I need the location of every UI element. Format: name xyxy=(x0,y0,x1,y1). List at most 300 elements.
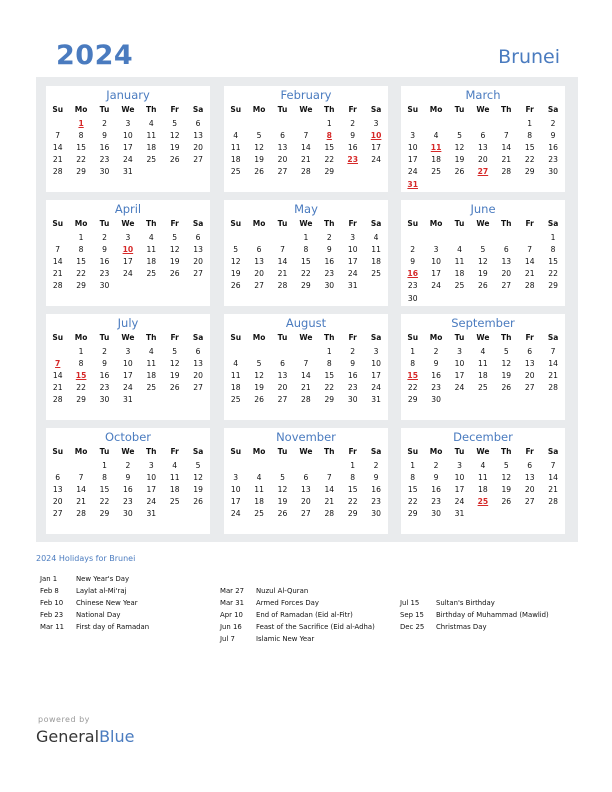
day-cell[interactable]: 2 xyxy=(373,461,379,470)
day-cell[interactable]: 8 xyxy=(410,473,416,483)
day-cell[interactable]: 18 xyxy=(478,371,488,381)
day-cell[interactable]: 10 xyxy=(123,131,133,141)
day-cell[interactable]: 14 xyxy=(52,143,63,153)
day-cell[interactable]: 14 xyxy=(548,473,558,483)
day-cell[interactable]: 8 xyxy=(78,359,84,369)
day-cell[interactable]: 6 xyxy=(527,347,533,356)
day-cell[interactable]: 8 xyxy=(303,245,309,255)
day-cell[interactable]: 4 xyxy=(233,359,239,369)
day-cell[interactable]: 6 xyxy=(527,461,533,470)
day-cell[interactable]: 1 xyxy=(326,119,332,128)
day-cell[interactable]: 9 xyxy=(433,473,439,483)
holiday-date[interactable]: 11 xyxy=(430,143,442,153)
day-cell[interactable]: 25 xyxy=(431,167,441,177)
day-cell[interactable]: 24 xyxy=(431,281,441,291)
day-cell[interactable]: 8 xyxy=(350,473,356,483)
day-cell[interactable]: 24 xyxy=(123,155,133,165)
day-cell[interactable]: 21 xyxy=(277,269,288,279)
day-cell[interactable]: 6 xyxy=(55,473,61,483)
day-cell[interactable]: 9 xyxy=(550,131,556,141)
day-cell[interactable]: 2 xyxy=(125,461,131,470)
day-cell[interactable]: 19 xyxy=(169,257,180,267)
day-cell[interactable]: 2 xyxy=(410,245,416,255)
day-cell[interactable]: 30 xyxy=(324,281,335,291)
day-cell[interactable]: 26 xyxy=(169,269,180,279)
day-cell[interactable]: 17 xyxy=(230,497,241,507)
day-cell[interactable]: 9 xyxy=(102,245,107,255)
day-cell[interactable]: 14 xyxy=(524,257,535,267)
day-cell[interactable]: 25 xyxy=(146,269,157,279)
day-cell[interactable]: 7 xyxy=(55,245,61,255)
day-cell[interactable]: 25 xyxy=(169,497,180,507)
day-cell[interactable]: 30 xyxy=(431,395,441,405)
day-cell[interactable]: 17 xyxy=(347,257,358,267)
day-cell[interactable]: 13 xyxy=(193,359,203,369)
day-cell[interactable]: 7 xyxy=(280,245,285,255)
day-cell[interactable]: 29 xyxy=(524,167,535,177)
day-cell[interactable]: 31 xyxy=(123,395,133,405)
day-cell[interactable]: 11 xyxy=(146,131,157,141)
day-cell[interactable]: 12 xyxy=(454,143,465,153)
day-cell[interactable]: 4 xyxy=(148,119,154,128)
day-cell[interactable]: 24 xyxy=(371,383,381,393)
day-cell[interactable]: 24 xyxy=(371,155,381,165)
day-cell[interactable]: 22 xyxy=(407,497,418,507)
day-cell[interactable]: 28 xyxy=(501,167,512,177)
day-cell[interactable]: 27 xyxy=(524,383,535,393)
day-cell[interactable]: 5 xyxy=(280,473,285,483)
day-cell[interactable]: 10 xyxy=(230,485,241,495)
day-cell[interactable]: 15 xyxy=(524,143,535,153)
day-cell[interactable]: 21 xyxy=(52,383,63,393)
holiday-date[interactable]: 23 xyxy=(347,155,358,165)
day-cell[interactable]: 13 xyxy=(478,143,488,153)
day-cell[interactable]: 23 xyxy=(371,497,381,507)
day-cell[interactable]: 29 xyxy=(76,167,86,177)
day-cell[interactable]: 23 xyxy=(407,281,418,291)
day-cell[interactable]: 13 xyxy=(254,257,264,267)
day-cell[interactable]: 14 xyxy=(548,359,558,369)
day-cell[interactable]: 23 xyxy=(324,269,335,279)
day-cell[interactable]: 26 xyxy=(254,167,264,177)
day-cell[interactable]: 4 xyxy=(433,131,439,141)
day-cell[interactable]: 14 xyxy=(501,143,512,153)
day-cell[interactable]: 7 xyxy=(550,347,556,356)
day-cell[interactable]: 24 xyxy=(347,269,358,279)
day-cell[interactable]: 7 xyxy=(550,461,556,470)
day-cell[interactable]: 3 xyxy=(457,461,462,470)
day-cell[interactable]: 18 xyxy=(230,383,241,393)
day-cell[interactable]: 19 xyxy=(277,497,288,507)
day-cell[interactable]: 6 xyxy=(195,233,201,242)
day-cell[interactable]: 21 xyxy=(548,485,558,495)
day-cell[interactable]: 18 xyxy=(146,371,157,381)
day-cell[interactable]: 29 xyxy=(347,509,358,519)
day-cell[interactable]: 12 xyxy=(254,371,264,381)
day-cell[interactable]: 2 xyxy=(350,347,356,356)
day-cell[interactable]: 22 xyxy=(407,383,418,393)
day-cell[interactable]: 15 xyxy=(76,257,86,267)
day-cell[interactable]: 15 xyxy=(407,485,418,495)
day-cell[interactable]: 29 xyxy=(324,395,335,405)
day-cell[interactable]: 30 xyxy=(347,395,358,405)
day-cell[interactable]: 31 xyxy=(123,167,133,177)
day-cell[interactable]: 14 xyxy=(301,371,311,381)
day-cell[interactable]: 16 xyxy=(431,371,441,381)
day-cell[interactable]: 13 xyxy=(277,143,288,153)
day-cell[interactable]: 8 xyxy=(102,473,107,483)
day-cell[interactable]: 18 xyxy=(431,155,441,165)
day-cell[interactable]: 11 xyxy=(169,473,180,483)
holiday-date[interactable]: 10 xyxy=(122,245,134,255)
day-cell[interactable]: 30 xyxy=(407,293,418,303)
day-cell[interactable]: 18 xyxy=(478,485,488,495)
day-cell[interactable]: 20 xyxy=(254,269,264,279)
day-cell[interactable]: 4 xyxy=(148,233,154,242)
day-cell[interactable]: 26 xyxy=(501,497,512,507)
day-cell[interactable]: 29 xyxy=(407,395,418,405)
day-cell[interactable]: 21 xyxy=(52,155,63,165)
day-cell[interactable]: 28 xyxy=(277,281,288,291)
day-cell[interactable]: 20 xyxy=(524,485,535,495)
day-cell[interactable]: 1 xyxy=(303,233,309,242)
day-cell[interactable]: 12 xyxy=(193,473,203,483)
day-cell[interactable]: 15 xyxy=(301,257,311,267)
day-cell[interactable]: 31 xyxy=(371,395,381,405)
day-cell[interactable]: 12 xyxy=(501,359,512,369)
day-cell[interactable]: 29 xyxy=(76,395,86,405)
day-cell[interactable]: 9 xyxy=(410,257,416,267)
holiday-date[interactable]: 27 xyxy=(477,167,489,177)
day-cell[interactable]: 28 xyxy=(76,509,86,519)
day-cell[interactable]: 3 xyxy=(373,119,379,128)
day-cell[interactable]: 13 xyxy=(193,131,203,141)
day-cell[interactable]: 6 xyxy=(303,473,309,483)
day-cell[interactable]: 13 xyxy=(524,359,535,369)
day-cell[interactable]: 3 xyxy=(350,233,356,242)
day-cell[interactable]: 6 xyxy=(195,347,201,356)
day-cell[interactable]: 15 xyxy=(548,257,558,267)
day-cell[interactable]: 24 xyxy=(454,497,465,507)
day-cell[interactable]: 30 xyxy=(99,395,110,405)
day-cell[interactable]: 22 xyxy=(76,383,86,393)
day-cell[interactable]: 27 xyxy=(277,167,288,177)
holiday-date[interactable]: 1 xyxy=(78,119,84,128)
day-cell[interactable]: 8 xyxy=(78,131,84,141)
day-cell[interactable]: 8 xyxy=(527,131,533,141)
day-cell[interactable]: 6 xyxy=(256,245,262,255)
day-cell[interactable]: 11 xyxy=(146,359,157,369)
day-cell[interactable]: 28 xyxy=(301,167,311,177)
day-cell[interactable]: 26 xyxy=(193,497,203,507)
day-cell[interactable]: 18 xyxy=(146,143,157,153)
day-cell[interactable]: 26 xyxy=(478,281,488,291)
day-cell[interactable]: 15 xyxy=(76,143,86,153)
day-cell[interactable]: 11 xyxy=(230,143,241,153)
day-cell[interactable]: 1 xyxy=(326,347,332,356)
day-cell[interactable]: 27 xyxy=(193,383,203,393)
day-cell[interactable]: 12 xyxy=(169,245,180,255)
day-cell[interactable]: 2 xyxy=(102,347,107,356)
day-cell[interactable]: 9 xyxy=(373,473,379,483)
day-cell[interactable]: 14 xyxy=(52,371,63,381)
day-cell[interactable]: 16 xyxy=(123,485,133,495)
holiday-date[interactable]: 8 xyxy=(326,131,332,141)
day-cell[interactable]: 25 xyxy=(454,281,465,291)
day-cell[interactable]: 27 xyxy=(52,509,63,519)
day-cell[interactable]: 20 xyxy=(277,383,288,393)
day-cell[interactable]: 27 xyxy=(301,509,311,519)
day-cell[interactable]: 8 xyxy=(550,245,556,255)
day-cell[interactable]: 20 xyxy=(501,269,512,279)
day-cell[interactable]: 25 xyxy=(478,383,488,393)
day-cell[interactable]: 31 xyxy=(454,509,465,519)
day-cell[interactable]: 22 xyxy=(324,383,335,393)
brand-logo[interactable] xyxy=(36,727,134,746)
day-cell[interactable]: 7 xyxy=(303,359,309,369)
day-cell[interactable]: 20 xyxy=(524,371,535,381)
day-cell[interactable]: 12 xyxy=(169,359,180,369)
day-cell[interactable]: 27 xyxy=(501,281,512,291)
day-cell[interactable]: 24 xyxy=(407,167,418,177)
day-cell[interactable]: 13 xyxy=(501,257,512,267)
day-cell[interactable]: 22 xyxy=(324,155,335,165)
day-cell[interactable]: 27 xyxy=(277,395,288,405)
day-cell[interactable]: 15 xyxy=(324,371,335,381)
day-cell[interactable]: 8 xyxy=(78,245,84,255)
day-cell[interactable]: 25 xyxy=(146,383,157,393)
day-cell[interactable]: 19 xyxy=(254,383,264,393)
day-cell[interactable]: 1 xyxy=(410,347,416,356)
day-cell[interactable]: 5 xyxy=(256,359,262,369)
day-cell[interactable]: 1 xyxy=(102,461,107,470)
day-cell[interactable]: 18 xyxy=(371,257,381,267)
day-cell[interactable]: 30 xyxy=(123,509,133,519)
day-cell[interactable]: 10 xyxy=(123,359,133,369)
day-cell[interactable]: 9 xyxy=(125,473,131,483)
day-cell[interactable]: 25 xyxy=(254,509,264,519)
day-cell[interactable]: 18 xyxy=(454,269,465,279)
day-cell[interactable]: 19 xyxy=(230,269,241,279)
day-cell[interactable]: 16 xyxy=(99,257,110,267)
day-cell[interactable]: 12 xyxy=(230,257,241,267)
day-cell[interactable]: 1 xyxy=(550,233,556,242)
day-cell[interactable]: 17 xyxy=(454,485,465,495)
day-cell[interactable]: 12 xyxy=(277,485,288,495)
day-cell[interactable]: 30 xyxy=(371,509,381,519)
day-cell[interactable]: 2 xyxy=(433,461,439,470)
day-cell[interactable]: 5 xyxy=(195,461,201,470)
day-cell[interactable]: 29 xyxy=(548,281,558,291)
day-cell[interactable]: 15 xyxy=(324,143,335,153)
day-cell[interactable]: 12 xyxy=(501,473,512,483)
day-cell[interactable]: 27 xyxy=(193,269,203,279)
day-cell[interactable]: 5 xyxy=(172,233,178,242)
day-cell[interactable]: 28 xyxy=(548,497,558,507)
day-cell[interactable]: 21 xyxy=(524,269,535,279)
day-cell[interactable]: 24 xyxy=(230,509,241,519)
day-cell[interactable]: 12 xyxy=(478,257,488,267)
day-cell[interactable]: 6 xyxy=(480,131,486,141)
day-cell[interactable]: 22 xyxy=(524,155,535,165)
day-cell[interactable]: 3 xyxy=(148,461,154,470)
day-cell[interactable]: 20 xyxy=(193,257,203,267)
day-cell[interactable]: 22 xyxy=(301,269,311,279)
day-cell[interactable]: 4 xyxy=(233,131,239,141)
day-cell[interactable]: 16 xyxy=(347,371,358,381)
day-cell[interactable]: 3 xyxy=(125,233,131,242)
day-cell[interactable]: 25 xyxy=(371,269,381,279)
day-cell[interactable]: 23 xyxy=(99,155,110,165)
day-cell[interactable]: 26 xyxy=(230,281,241,291)
day-cell[interactable]: 21 xyxy=(324,497,335,507)
day-cell[interactable]: 19 xyxy=(169,143,180,153)
day-cell[interactable]: 14 xyxy=(301,143,311,153)
day-cell[interactable]: 5 xyxy=(503,461,509,470)
day-cell[interactable]: 10 xyxy=(146,473,157,483)
day-cell[interactable]: 31 xyxy=(146,509,157,519)
day-cell[interactable]: 16 xyxy=(99,371,110,381)
day-cell[interactable]: 28 xyxy=(524,281,535,291)
day-cell[interactable]: 27 xyxy=(193,155,203,165)
day-cell[interactable]: 10 xyxy=(454,359,465,369)
day-cell[interactable]: 17 xyxy=(146,485,157,495)
day-cell[interactable]: 27 xyxy=(524,497,535,507)
day-cell[interactable]: 7 xyxy=(503,131,509,141)
day-cell[interactable]: 9 xyxy=(350,359,356,369)
holiday-date[interactable]: 7 xyxy=(55,359,61,369)
day-cell[interactable]: 5 xyxy=(480,245,486,255)
day-cell[interactable]: 30 xyxy=(431,509,441,519)
holiday-date[interactable]: 15 xyxy=(407,371,418,381)
day-cell[interactable]: 16 xyxy=(324,257,335,267)
day-cell[interactable]: 3 xyxy=(125,119,131,128)
day-cell[interactable]: 29 xyxy=(324,167,335,177)
day-cell[interactable]: 7 xyxy=(55,131,61,141)
day-cell[interactable]: 14 xyxy=(324,485,335,495)
day-cell[interactable]: 7 xyxy=(326,473,332,483)
day-cell[interactable]: 3 xyxy=(433,245,439,255)
day-cell[interactable]: 11 xyxy=(230,371,241,381)
day-cell[interactable]: 18 xyxy=(254,497,264,507)
day-cell[interactable]: 16 xyxy=(431,485,441,495)
day-cell[interactable]: 10 xyxy=(407,143,418,153)
day-cell[interactable]: 9 xyxy=(102,131,107,141)
day-cell[interactable]: 24 xyxy=(146,497,157,507)
day-cell[interactable]: 20 xyxy=(193,143,203,153)
day-cell[interactable]: 24 xyxy=(123,383,133,393)
day-cell[interactable]: 1 xyxy=(527,119,533,128)
day-cell[interactable]: 21 xyxy=(548,371,558,381)
day-cell[interactable]: 13 xyxy=(301,485,311,495)
day-cell[interactable]: 2 xyxy=(433,347,439,356)
day-cell[interactable]: 2 xyxy=(350,119,356,128)
day-cell[interactable]: 17 xyxy=(371,371,381,381)
day-cell[interactable]: 5 xyxy=(503,347,509,356)
day-cell[interactable]: 30 xyxy=(99,167,110,177)
day-cell[interactable]: 26 xyxy=(169,155,180,165)
day-cell[interactable]: 13 xyxy=(277,371,288,381)
day-cell[interactable]: 14 xyxy=(76,485,86,495)
day-cell[interactable]: 3 xyxy=(410,131,416,141)
day-cell[interactable]: 28 xyxy=(548,383,558,393)
day-cell[interactable]: 22 xyxy=(548,269,558,279)
day-cell[interactable]: 20 xyxy=(478,155,488,165)
day-cell[interactable]: 6 xyxy=(280,131,285,141)
day-cell[interactable]: 13 xyxy=(52,485,63,495)
holiday-date[interactable]: 10 xyxy=(370,131,382,141)
day-cell[interactable]: 5 xyxy=(172,119,178,128)
day-cell[interactable]: 4 xyxy=(480,347,486,356)
day-cell[interactable]: 21 xyxy=(52,269,63,279)
day-cell[interactable]: 11 xyxy=(371,245,381,255)
day-cell[interactable]: 17 xyxy=(454,371,465,381)
day-cell[interactable]: 9 xyxy=(102,359,107,369)
day-cell[interactable]: 18 xyxy=(146,257,157,267)
day-cell[interactable]: 8 xyxy=(326,359,332,369)
day-cell[interactable]: 1 xyxy=(350,461,356,470)
day-cell[interactable]: 26 xyxy=(277,509,288,519)
day-cell[interactable]: 23 xyxy=(123,497,133,507)
day-cell[interactable]: 16 xyxy=(347,143,358,153)
day-cell[interactable]: 7 xyxy=(303,131,309,141)
day-cell[interactable]: 22 xyxy=(76,269,86,279)
day-cell[interactable]: 10 xyxy=(371,359,381,369)
day-cell[interactable]: 21 xyxy=(76,497,86,507)
day-cell[interactable]: 6 xyxy=(503,245,509,255)
day-cell[interactable]: 26 xyxy=(254,395,264,405)
day-cell[interactable]: 22 xyxy=(99,497,110,507)
day-cell[interactable]: 23 xyxy=(431,497,441,507)
day-cell[interactable]: 23 xyxy=(431,383,441,393)
day-cell[interactable]: 17 xyxy=(123,371,133,381)
day-cell[interactable]: 14 xyxy=(277,257,288,267)
day-cell[interactable]: 2 xyxy=(550,119,556,128)
day-cell[interactable]: 5 xyxy=(233,245,239,255)
day-cell[interactable]: 28 xyxy=(52,167,63,177)
day-cell[interactable]: 4 xyxy=(480,461,486,470)
day-cell[interactable]: 15 xyxy=(347,485,358,495)
day-cell[interactable]: 26 xyxy=(169,383,180,393)
day-cell[interactable]: 7 xyxy=(78,473,84,483)
day-cell[interactable]: 9 xyxy=(350,131,356,141)
day-cell[interactable]: 3 xyxy=(125,347,131,356)
day-cell[interactable]: 19 xyxy=(254,155,264,165)
day-cell[interactable]: 11 xyxy=(454,257,465,267)
day-cell[interactable]: 26 xyxy=(454,167,465,177)
day-cell[interactable]: 25 xyxy=(230,395,241,405)
day-cell[interactable]: 16 xyxy=(548,143,558,153)
holiday-date[interactable]: 15 xyxy=(75,371,87,381)
day-cell[interactable]: 13 xyxy=(193,245,203,255)
day-cell[interactable]: 21 xyxy=(301,383,311,393)
day-cell[interactable]: 31 xyxy=(347,281,358,291)
day-cell[interactable]: 9 xyxy=(433,359,439,369)
day-cell[interactable]: 18 xyxy=(230,155,241,165)
holiday-date[interactable]: 16 xyxy=(407,269,418,279)
day-cell[interactable]: 30 xyxy=(548,167,558,177)
day-cell[interactable]: 17 xyxy=(431,269,441,279)
day-cell[interactable]: 25 xyxy=(230,167,241,177)
day-cell[interactable]: 14 xyxy=(52,257,63,267)
day-cell[interactable]: 5 xyxy=(172,347,178,356)
day-cell[interactable]: 1 xyxy=(78,233,84,242)
day-cell[interactable]: 11 xyxy=(478,473,488,483)
day-cell[interactable]: 17 xyxy=(371,143,381,153)
day-cell[interactable]: 16 xyxy=(371,485,381,495)
day-cell[interactable]: 28 xyxy=(324,509,335,519)
day-cell[interactable]: 26 xyxy=(501,383,512,393)
